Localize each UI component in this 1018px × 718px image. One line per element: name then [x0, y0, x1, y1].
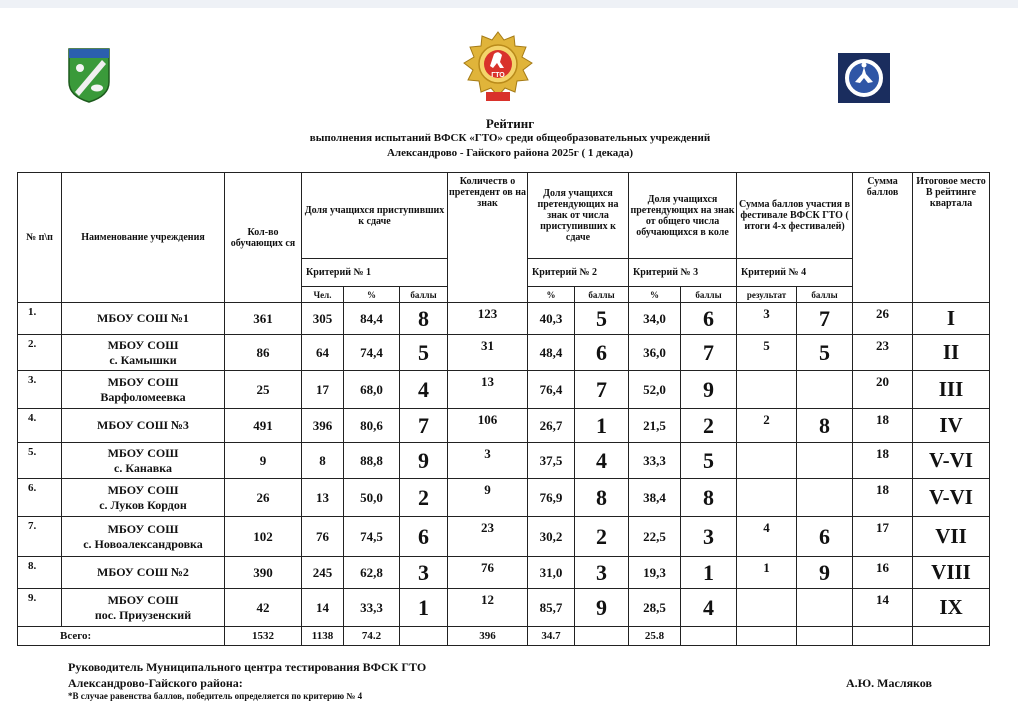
criterion-1-label: Критерий № 1 — [302, 259, 448, 287]
points-crit3: 1 — [681, 557, 737, 589]
criterion-4-label: Критерий № 4 — [737, 259, 853, 287]
candidates-count: 31 — [448, 335, 528, 371]
people-started: 396 — [302, 409, 344, 443]
page-subtitle-line1: выполнения испытаний ВФСК «ГТО» среди общеобразовательных учреждений — [309, 132, 711, 144]
total-pct3: 25.8 — [629, 627, 681, 646]
total-label: Всего: — [18, 627, 225, 646]
pct-started: 80,6 — [344, 409, 400, 443]
points-crit1: 2 — [400, 479, 448, 517]
points-crit2: 9 — [575, 589, 629, 627]
table-row — [18, 589, 990, 627]
people-started: 13 — [302, 479, 344, 517]
sum-points: 18 — [853, 409, 913, 443]
pct-crit3: 33,3 — [629, 443, 681, 479]
institution-name-line2: с. Новоалександровка — [83, 536, 203, 551]
points-crit1: 5 — [400, 335, 448, 371]
candidates-count: 13 — [448, 371, 528, 409]
pct-started: 50,0 — [344, 479, 400, 517]
pct-crit2: 76,4 — [528, 371, 575, 409]
result-crit4 — [737, 589, 797, 627]
table-row — [18, 517, 990, 557]
points-crit4 — [797, 589, 853, 627]
pct-started: 88,8 — [344, 443, 400, 479]
pct-crit3: 52,0 — [629, 371, 681, 409]
pct-started: 33,3 — [344, 589, 400, 627]
total-empty-7 — [913, 627, 990, 646]
pct-crit3: 22,5 — [629, 517, 681, 557]
pct-started: 84,4 — [344, 303, 400, 335]
points-crit2: 2 — [575, 517, 629, 557]
student-count: 26 — [225, 479, 302, 517]
people-started: 245 — [302, 557, 344, 589]
row-number: 3. — [18, 371, 62, 409]
subheader-pct3: % — [629, 287, 681, 303]
final-place: VIII — [913, 557, 990, 589]
pct-crit2: 30,2 — [528, 517, 575, 557]
institution-name-line2: Варфоломеевка — [100, 389, 186, 404]
points-crit2: 8 — [575, 479, 629, 517]
pct-crit2: 26,7 — [528, 409, 575, 443]
footer-line1: Руководитель Муниципального центра тестирования ВФСК ГТО — [68, 660, 427, 674]
institution-name — [62, 589, 225, 627]
people-started: 76 — [302, 517, 344, 557]
institution-name — [62, 557, 225, 589]
row-number: 4. — [18, 409, 62, 443]
row-number: 9. — [18, 589, 62, 627]
institution-name-line1: МБОУ СОШ №3 — [97, 418, 189, 432]
points-crit1: 7 — [400, 409, 448, 443]
title-block — [200, 116, 820, 161]
table-row — [18, 443, 990, 479]
pct-crit3: 36,0 — [629, 335, 681, 371]
candidates-count: 23 — [448, 517, 528, 557]
candidates-count: 9 — [448, 479, 528, 517]
result-crit4 — [737, 479, 797, 517]
pct-crit2: 37,5 — [528, 443, 575, 479]
criterion-2-label: Критерий № 2 — [528, 259, 629, 287]
institution-name — [62, 371, 225, 409]
page-subtitle-line2: Александрово - Гайского района 2025г ( 1 декада) — [386, 147, 634, 159]
final-place: V-VI — [913, 479, 990, 517]
institution-name-line1: МБОУ СОШ — [107, 445, 179, 460]
footer — [68, 659, 426, 691]
subheader-points1: баллы — [400, 287, 448, 303]
total-empty-5 — [797, 627, 853, 646]
total-empty-4 — [737, 627, 797, 646]
testing-center-emblem-icon — [837, 52, 891, 104]
points-crit1: 8 — [400, 303, 448, 335]
header-name: Наименование учреждения — [62, 173, 225, 303]
points-crit1: 6 — [400, 517, 448, 557]
points-crit1: 4 — [400, 371, 448, 409]
row-number: 1. — [18, 303, 62, 335]
people-started: 17 — [302, 371, 344, 409]
row-number: 2. — [18, 335, 62, 371]
points-crit3: 6 — [681, 303, 737, 335]
header-count: Кол-во обучающих ся — [225, 173, 302, 303]
result-crit4: 5 — [737, 335, 797, 371]
candidates-count: 3 — [448, 443, 528, 479]
result-crit4: 4 — [737, 517, 797, 557]
total-pct1: 74.2 — [344, 627, 400, 646]
final-place: V-VI — [913, 443, 990, 479]
points-crit1: 9 — [400, 443, 448, 479]
points-crit3: 8 — [681, 479, 737, 517]
subheader-people: Чел. — [302, 287, 344, 303]
candidates-count: 106 — [448, 409, 528, 443]
coat-of-arms-icon — [66, 46, 112, 104]
institution-name — [62, 409, 225, 443]
points-crit4: 9 — [797, 557, 853, 589]
points-crit2: 1 — [575, 409, 629, 443]
total-empty-1 — [400, 627, 448, 646]
student-count: 361 — [225, 303, 302, 335]
total-empty-3 — [681, 627, 737, 646]
points-crit4: 6 — [797, 517, 853, 557]
people-started: 14 — [302, 589, 344, 627]
institution-name-line1: МБОУ СОШ — [107, 521, 179, 536]
points-crit1: 1 — [400, 589, 448, 627]
sum-points: 17 — [853, 517, 913, 557]
student-count: 9 — [225, 443, 302, 479]
pct-crit2: 40,3 — [528, 303, 575, 335]
header-candidates: Количеств о претендент ов на знак — [448, 173, 528, 303]
points-crit2: 4 — [575, 443, 629, 479]
pct-started: 74,4 — [344, 335, 400, 371]
total-candidates: 396 — [448, 627, 528, 646]
points-crit4 — [797, 443, 853, 479]
criterion-3-label: Критерий № 3 — [629, 259, 737, 287]
institution-name-line2: пос. Приузенский — [94, 607, 192, 622]
people-started: 64 — [302, 335, 344, 371]
student-count: 102 — [225, 517, 302, 557]
total-count: 1532 — [225, 627, 302, 646]
final-place: IV — [913, 409, 990, 443]
pct-started: 62,8 — [344, 557, 400, 589]
points-crit4: 5 — [797, 335, 853, 371]
sum-points: 18 — [853, 479, 913, 517]
total-empty-6 — [853, 627, 913, 646]
final-place: I — [913, 303, 990, 335]
institution-name-line1: МБОУ СОШ №2 — [97, 565, 189, 579]
top-bar — [0, 0, 1018, 8]
final-place: VII — [913, 517, 990, 557]
result-crit4: 3 — [737, 303, 797, 335]
institution-name — [62, 479, 225, 517]
subheader-pct1: % — [344, 287, 400, 303]
institution-name-line1: МБОУ СОШ — [107, 592, 179, 607]
table-row — [18, 479, 990, 517]
result-crit4: 1 — [737, 557, 797, 589]
pct-started: 74,5 — [344, 517, 400, 557]
subheader-result4: результат — [737, 287, 797, 303]
pct-crit3: 38,4 — [629, 479, 681, 517]
total-row — [18, 627, 990, 646]
header-share-claim-total: Доля учащихся претендующих на знак от общего числа обучающихся в коле — [629, 173, 737, 259]
pct-crit2: 48,4 — [528, 335, 575, 371]
signature-name: А.Ю. Масляков — [846, 676, 932, 690]
row-number: 6. — [18, 479, 62, 517]
institution-name-line1: МБОУ СОШ — [107, 337, 179, 352]
points-crit4 — [797, 371, 853, 409]
row-number: 7. — [18, 517, 62, 557]
points-crit4: 7 — [797, 303, 853, 335]
pct-started: 68,0 — [344, 371, 400, 409]
points-crit3: 9 — [681, 371, 737, 409]
points-crit3: 7 — [681, 335, 737, 371]
sum-points: 16 — [853, 557, 913, 589]
gto-badge-text: ГТО — [491, 72, 505, 79]
institution-name-line2: с. Камышки — [109, 352, 177, 367]
points-crit2: 6 — [575, 335, 629, 371]
student-count: 390 — [225, 557, 302, 589]
pct-crit3: 34,0 — [629, 303, 681, 335]
institution-name — [62, 303, 225, 335]
institution-name — [62, 335, 225, 371]
footnote: *В случае равенства баллов, победитель определяется по критерию № 4 — [68, 691, 363, 701]
result-crit4: 2 — [737, 409, 797, 443]
header-num: № п\п — [18, 173, 62, 303]
subheader-points3: баллы — [681, 287, 737, 303]
final-place: III — [913, 371, 990, 409]
subheader-pct2: % — [528, 287, 575, 303]
sum-points: 26 — [853, 303, 913, 335]
institution-name-line2: с. Канавка — [114, 460, 172, 475]
points-crit4: 8 — [797, 409, 853, 443]
people-started: 8 — [302, 443, 344, 479]
sum-points: 14 — [853, 589, 913, 627]
points-crit3: 2 — [681, 409, 737, 443]
subheader-points2: баллы — [575, 287, 629, 303]
points-crit2: 3 — [575, 557, 629, 589]
table-body — [18, 303, 990, 627]
final-place: IX — [913, 589, 990, 627]
points-crit4 — [797, 479, 853, 517]
points-crit2: 7 — [575, 371, 629, 409]
sum-points: 23 — [853, 335, 913, 371]
student-count: 42 — [225, 589, 302, 627]
pct-crit3: 28,5 — [629, 589, 681, 627]
sum-points: 20 — [853, 371, 913, 409]
total-people: 1138 — [302, 627, 344, 646]
pct-crit2: 85,7 — [528, 589, 575, 627]
table-row — [18, 335, 990, 371]
institution-name-line2: с. Луков Кордон — [99, 497, 187, 512]
header-final-place: Итоговое место В рейтинге квартала — [913, 173, 990, 303]
pct-crit2: 31,0 — [528, 557, 575, 589]
pct-crit3: 19,3 — [629, 557, 681, 589]
institution-name-line1: МБОУ СОШ — [107, 374, 179, 389]
points-crit2: 5 — [575, 303, 629, 335]
table-row — [18, 409, 990, 443]
institution-name-line1: МБОУ СОШ №1 — [97, 311, 189, 325]
student-count: 86 — [225, 335, 302, 371]
people-started: 305 — [302, 303, 344, 335]
student-count: 25 — [225, 371, 302, 409]
candidates-count: 123 — [448, 303, 528, 335]
header-share-claim-started: Доля учащихся претендующих на знак от числа приступивших к сдаче — [528, 173, 629, 259]
header-festival-points: Сумма баллов участия в фестивале ВФСК ГТО ( итоги 4-х фестивалей) — [737, 173, 853, 259]
points-crit3: 3 — [681, 517, 737, 557]
table-row — [18, 303, 990, 335]
result-crit4 — [737, 371, 797, 409]
institution-name — [62, 443, 225, 479]
points-crit3: 5 — [681, 443, 737, 479]
total-pct2: 34.7 — [528, 627, 575, 646]
pct-crit3: 21,5 — [629, 409, 681, 443]
table-row — [18, 371, 990, 409]
institution-name — [62, 517, 225, 557]
sum-points: 18 — [853, 443, 913, 479]
points-crit3: 4 — [681, 589, 737, 627]
total-empty-2 — [575, 627, 629, 646]
pct-crit2: 76,9 — [528, 479, 575, 517]
institution-name-line1: МБОУ СОШ — [107, 482, 179, 497]
student-count: 491 — [225, 409, 302, 443]
points-crit1: 3 — [400, 557, 448, 589]
header-share-started: Доля учащихся приступивших к сдаче — [302, 173, 448, 259]
row-number: 8. — [18, 557, 62, 589]
result-crit4 — [737, 443, 797, 479]
page-title: Рейтинг — [485, 116, 535, 131]
row-number: 5. — [18, 443, 62, 479]
footer-line2: Александрово-Гайского района: — [68, 676, 243, 690]
gto-badge-icon — [456, 30, 540, 104]
candidates-count: 12 — [448, 589, 528, 627]
subheader-points4: баллы — [797, 287, 853, 303]
table-row — [18, 557, 990, 589]
header-sum-points: Сумма баллов — [853, 173, 913, 303]
final-place: II — [913, 335, 990, 371]
rating-table — [17, 172, 990, 646]
candidates-count: 76 — [448, 557, 528, 589]
